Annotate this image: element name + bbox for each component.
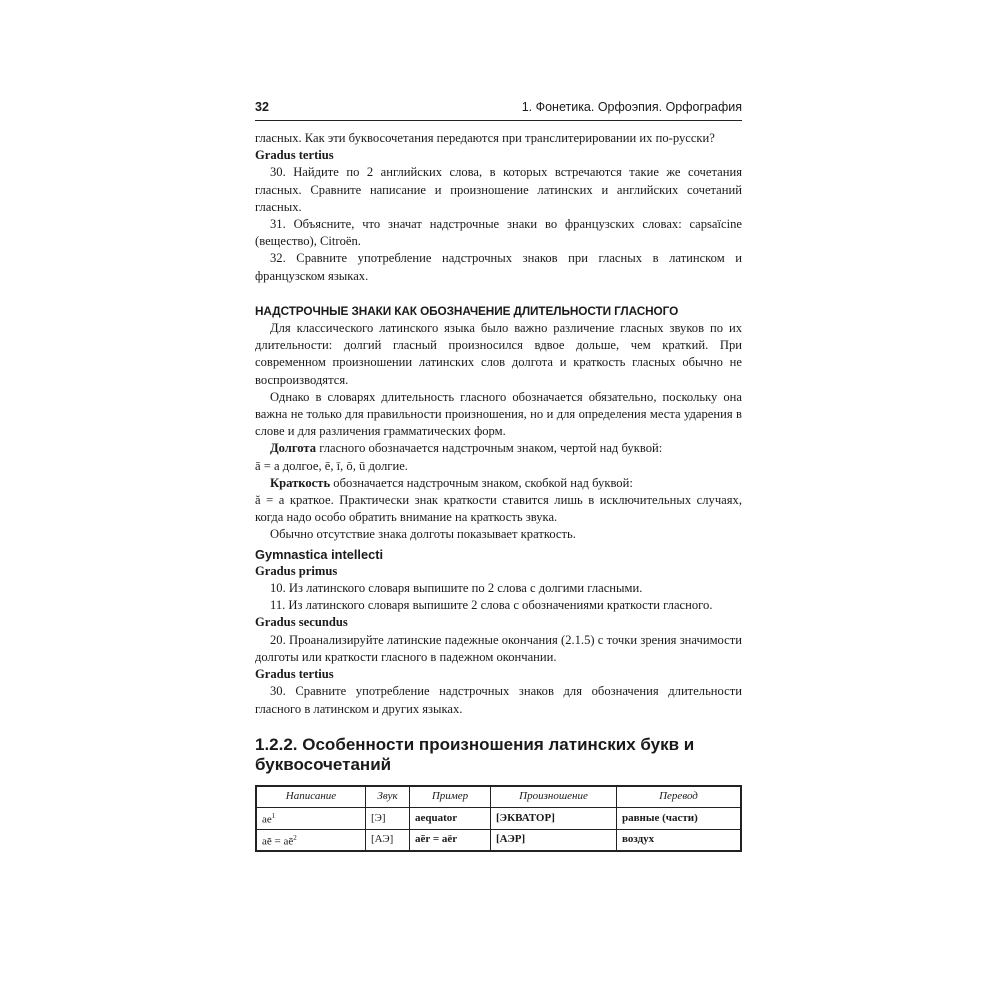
footnote-mark: 1 bbox=[271, 811, 276, 820]
exercise-10: 10. Из латинского словаря выпишите по 2 слова с долгими гласными. bbox=[270, 581, 643, 596]
table-header-row bbox=[256, 786, 741, 808]
column-header: Пример bbox=[410, 786, 491, 808]
paragraph-text: гласного обозначается надстрочным знаком, чертой над буквой: bbox=[316, 441, 663, 456]
paragraph-length bbox=[255, 440, 742, 474]
cell-pronunciation: [АЭР] bbox=[491, 829, 617, 851]
exercise-30: 30. Найдите по 2 английских слова, в которых встречаются такие же сочетания гласных. Сравните написание и произношение латинских и английских сочетаний гласных. bbox=[255, 165, 742, 214]
gradus-heading: Gradus primus bbox=[255, 563, 338, 578]
cell-translation: воздух bbox=[617, 829, 742, 851]
paragraph: Однако в словарях длительность гласного обозначается обязательно, поскольку она важна не только для правильности произношения, но и для определения места ударения в слове и для различения грамматических форм. bbox=[255, 389, 742, 439]
paragraph-short bbox=[255, 475, 742, 527]
page-number: 32 bbox=[255, 100, 269, 114]
running-header bbox=[255, 98, 742, 121]
spelling-text: ae bbox=[262, 813, 272, 826]
paragraph-text: ā = а долгое, ē, ī, ō, ū долгие. bbox=[255, 458, 408, 473]
cell-example: aequator bbox=[410, 807, 491, 829]
cell-sound: [АЭ] bbox=[366, 829, 410, 851]
paragraph: Обычно отсутствие знака долготы показывает краткость. bbox=[270, 527, 576, 542]
cell-pronunciation: [ЭКВАТОР] bbox=[491, 807, 617, 829]
spelling-text: aē = aē bbox=[262, 835, 294, 848]
table-row bbox=[256, 829, 741, 851]
exercise-11: 11. Из латинского словаря выпишите 2 слова с обозначениями краткости гласного. bbox=[270, 598, 713, 613]
cell-spelling bbox=[256, 829, 366, 851]
paragraph-text: ă = а краткое. Практически знак краткости ставится лишь в исключительных случаях, когда надо особо обратить внимание на краткость звука. bbox=[255, 493, 742, 525]
cell-sound: [Э] bbox=[366, 807, 410, 829]
column-header: Перевод bbox=[617, 786, 742, 808]
term-long: Долгота bbox=[270, 441, 317, 456]
column-header: Написание bbox=[256, 786, 366, 808]
pronunciation-table bbox=[255, 785, 742, 853]
section-heading: НАДСТРОЧНЫЕ ЗНАКИ КАК ОБОЗНАЧЕНИЕ ДЛИТЕЛЬНОСТИ ГЛАСНОГО bbox=[255, 303, 679, 318]
cell-spelling bbox=[256, 807, 366, 829]
table-row bbox=[256, 807, 741, 829]
term-short: Краткость bbox=[270, 475, 331, 490]
exercise-20: 20. Проанализируйте латинские падежные окончания (2.1.5) с точки зрения значимости долготы или краткости гласного в падежном окончании. bbox=[255, 632, 742, 664]
cell-example: aēr = aër bbox=[410, 829, 491, 851]
footnote-mark: 2 bbox=[293, 833, 297, 842]
column-header: Произношение bbox=[491, 786, 617, 808]
running-title: 1. Фонетика. Орфоэпия. Орфография bbox=[521, 100, 742, 114]
paragraph-text: обозначается надстрочным знаком, скобкой над буквой: bbox=[330, 475, 633, 490]
exercise-30b: 30. Сравните употребление надстрочных знаков для обозначения длительности гласного в латинском и других языках. bbox=[255, 684, 742, 716]
gradus-heading: Gradus secundus bbox=[255, 615, 348, 630]
gradus-heading: Gradus tertius bbox=[255, 667, 334, 682]
paragraph: Для классического латинского языка было важно различение гласных звуков по их длительности: долгий гласный произносился вдвое дольше, чем краткий. При современном произношении латинских слов долгота и краткость гласных обычно не воспроизводятся. bbox=[255, 321, 742, 387]
gradus-heading: Gradus tertius bbox=[255, 148, 334, 163]
page-body bbox=[255, 130, 742, 852]
cell-translation: равные (части) bbox=[617, 807, 742, 829]
exercise-31: 31. Объясните, что значат надстрочные знаки во французских словах: capsaïcine (вещество), Citroën. bbox=[255, 217, 742, 249]
subsection-title: 1.2.2. Особенности произношения латинских букв и буквосочетаний bbox=[255, 734, 695, 774]
paragraph: гласных. Как эти буквосочетания передаются при транслитерировании их по-русски? bbox=[255, 131, 715, 145]
exercise-32: 32. Сравните употребление надстрочных знаков при гласных в латинском и французском языках. bbox=[255, 251, 742, 283]
column-header: Звук bbox=[366, 786, 410, 808]
exercises-heading: Gymnastica intellecti bbox=[255, 546, 384, 562]
